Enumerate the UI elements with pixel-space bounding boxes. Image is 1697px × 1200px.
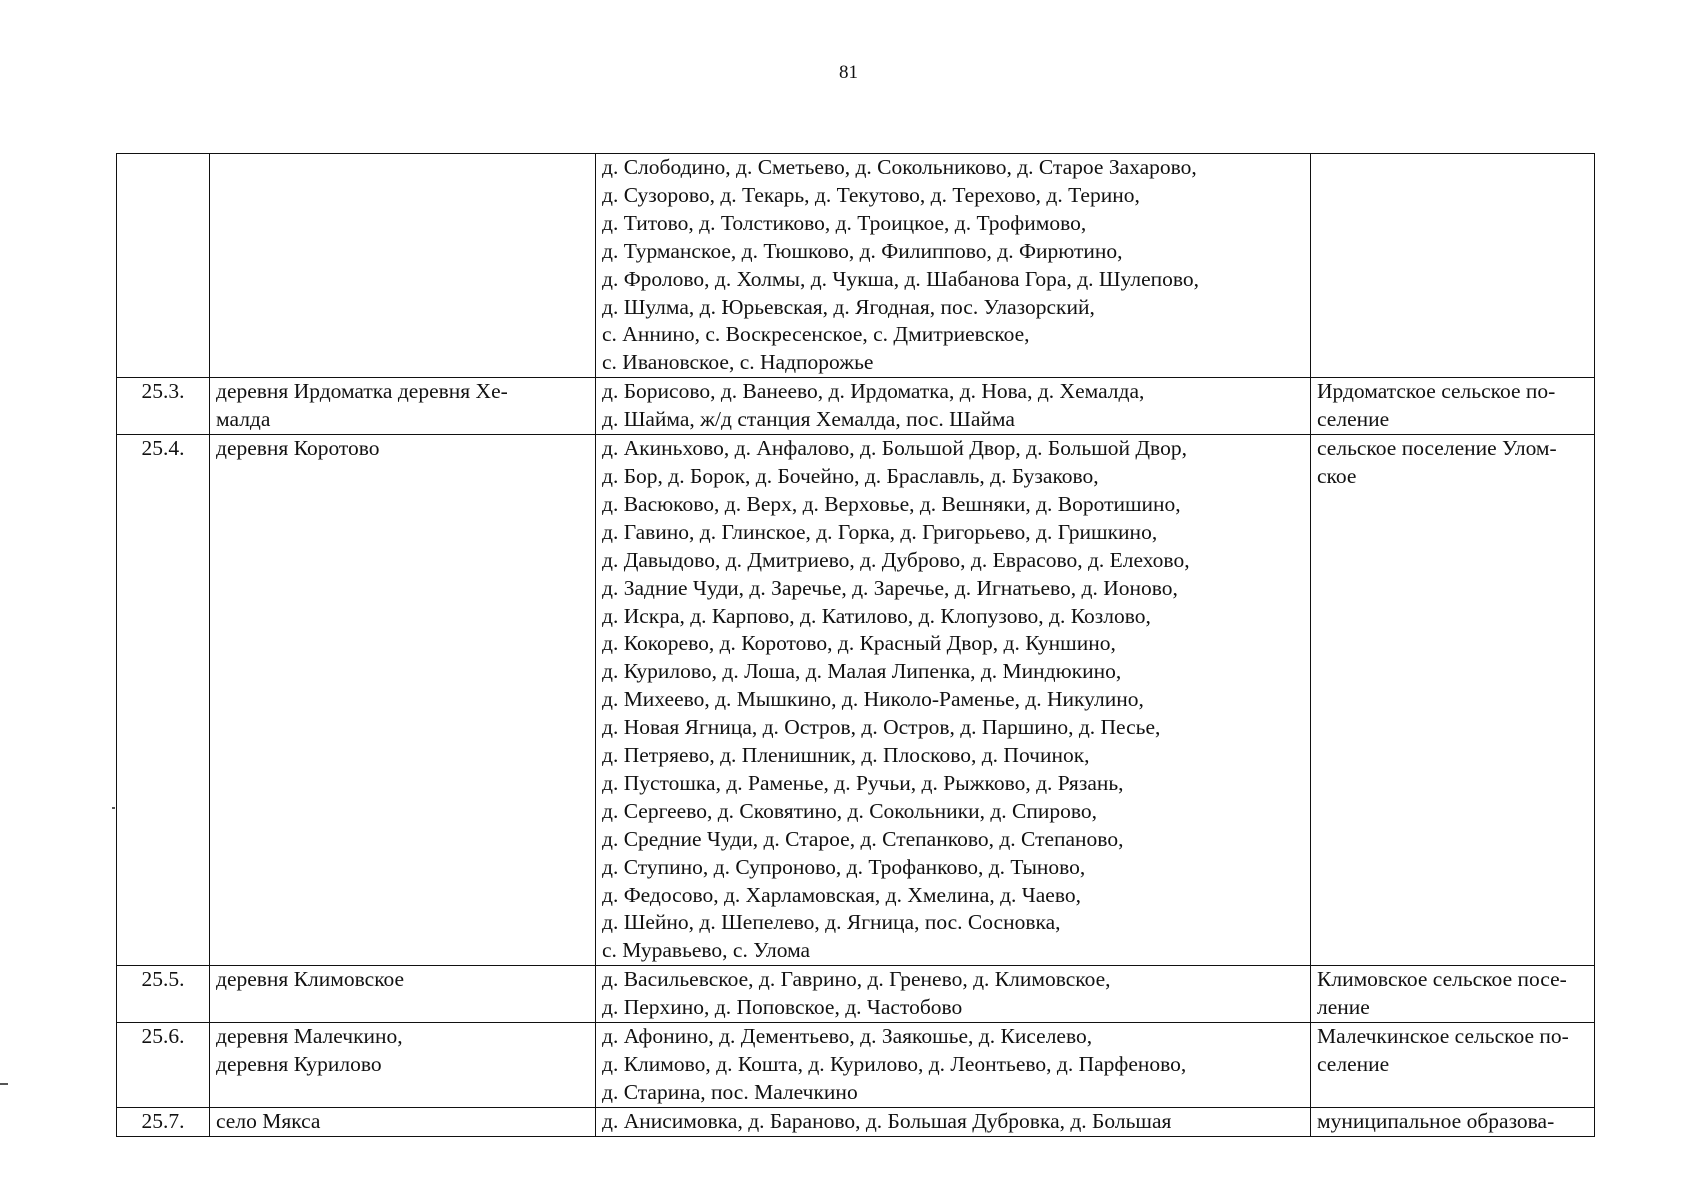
cell-settlements xyxy=(596,378,1311,435)
cell-settlements xyxy=(596,435,1311,966)
cell-settlements-line: д. Курилово, д. Лоша, д. Малая Липенка, д. Миндюкино, xyxy=(602,659,1122,684)
row-number: 25.7. xyxy=(141,1108,185,1133)
scan-mark xyxy=(112,807,115,809)
cell-settlements xyxy=(596,154,1311,378)
row-number: 25.6. xyxy=(141,1024,185,1049)
cell-municipality-line: Климовское сельское посе- xyxy=(1317,967,1567,992)
cell-settlements-line: д. Старина, пос. Малечкино xyxy=(602,1079,858,1104)
cell-settlements-line: д. Анисимовка, д. Бараново, д. Большая Дубровка, д. Большая xyxy=(602,1108,1172,1133)
table-row xyxy=(117,378,1595,435)
settlements-table xyxy=(116,153,1595,1137)
row-number: 25.5. xyxy=(141,967,185,992)
cell-municipality-line: сельское поселение Улом- xyxy=(1317,436,1557,461)
cell-settlements xyxy=(596,1023,1311,1108)
cell-settlements-line: д. Ступино, д. Супроново, д. Трофанково, д. Тыново, xyxy=(602,854,1086,879)
table-row xyxy=(117,154,1595,378)
table-row xyxy=(117,966,1595,1023)
cell-admin-center-line: деревня Коротово xyxy=(216,436,380,461)
cell-settlements-line: д. Фролово, д. Холмы, д. Чукша, д. Шабанова Гора, д. Шулепово, xyxy=(602,266,1200,291)
cell-settlements-line: д. Васюково, д. Верх, д. Верховье, д. Вешняки, д. Воротишино, xyxy=(602,491,1181,516)
cell-settlements-line: д. Средние Чуди, д. Старое, д. Степанково, д. Степаново, xyxy=(602,826,1124,851)
cell-settlements-line: д. Федосово, д. Харламовская, д. Хмелина, д. Чаево, xyxy=(602,882,1081,907)
cell-settlements-line: д. Слободино, д. Сметьево, д. Сокольниково, д. Старое Захарово, xyxy=(602,155,1197,179)
cell-admin-center xyxy=(210,154,596,378)
cell-municipality-line: Ирдоматское сельское по- xyxy=(1317,379,1556,404)
cell-settlements-line: д. Турманское, д. Тюшково, д. Филиппово, д. Фирютино, xyxy=(602,238,1123,263)
row-number: 25.4. xyxy=(141,436,185,461)
cell-settlements-line: д. Искра, д. Карпово, д. Катилово, д. Клопузово, д. Козлово, xyxy=(602,603,1151,628)
cell-admin-center-line: село Мякса xyxy=(216,1108,321,1133)
cell-settlements-line: д. Пустошка, д. Раменье, д. Ручьи, д. Рыжково, д. Рязань, xyxy=(602,770,1124,795)
cell-settlements-line: д. Акиньхово, д. Анфалово, д. Большой Двор, д. Большой Двор, xyxy=(602,436,1187,461)
cell-settlements-line: д. Михеево, д. Мышкино, д. Николо-Раменье, д. Никулино, xyxy=(602,687,1144,712)
page-number: 81 xyxy=(839,62,858,83)
cell-municipality xyxy=(1311,1023,1595,1108)
cell-settlements-line: д. Петряево, д. Пленишник, д. Плосково, д. Починок, xyxy=(602,743,1090,768)
cell-settlements-line: д. Бор, д. Борок, д. Бочейно, д. Браславль, д. Бузаково, xyxy=(602,463,1099,488)
scan-mark xyxy=(0,1083,8,1085)
cell-municipality xyxy=(1311,1107,1595,1136)
cell-municipality xyxy=(1311,154,1595,378)
cell-number xyxy=(117,154,210,378)
cell-settlements-line: д. Васильевское, д. Гаврино, д. Гренево, д. Климовское, xyxy=(602,967,1111,992)
cell-admin-center-line: деревня Климовское xyxy=(216,967,405,992)
cell-municipality xyxy=(1311,966,1595,1023)
cell-admin-center xyxy=(210,966,596,1023)
cell-settlements xyxy=(596,966,1311,1023)
cell-admin-center xyxy=(210,1023,596,1108)
cell-settlements-line: д. Сузорово, д. Текарь, д. Текутово, д. Терехово, д. Терино, xyxy=(602,182,1140,207)
cell-settlements-line: д. Титово, д. Толстиково, д. Троицкое, д. Трофимово, xyxy=(602,210,1087,235)
cell-settlements-line: д. Сергеево, д. Сковятино, д. Сокольники, д. Спирово, xyxy=(602,798,1098,823)
cell-settlements-line: д. Давыдово, д. Дмитриево, д. Дуброво, д. Еврасово, д. Елехово, xyxy=(602,547,1190,572)
cell-settlements-line: д. Перхино, д. Поповское, д. Частобово xyxy=(602,995,963,1020)
cell-settlements-line: д. Задние Чуди, д. Заречье, д. Заречье, д. Игнатьево, д. Ионово, xyxy=(602,575,1178,600)
cell-settlements-line: д. Борисово, д. Ванеево, д. Ирдоматка, д. Нова, д. Хемалда, xyxy=(602,379,1145,404)
cell-settlements-line: с. Ивановское, с. Надпорожье xyxy=(602,350,874,375)
cell-admin-center-line: деревня Ирдоматка деревня Хе- xyxy=(216,379,508,404)
cell-number xyxy=(117,435,210,966)
table-row xyxy=(117,1107,1595,1136)
cell-settlements-line: с. Аннино, с. Воскресенское, с. Дмитриевское, xyxy=(602,322,1030,347)
cell-settlements-line: с. Муравьево, с. Улома xyxy=(602,938,811,963)
cell-admin-center-line: малда xyxy=(216,407,271,432)
cell-settlements-line: д. Шайма, ж/д станция Хемалда, пос. Шайма xyxy=(602,407,1015,432)
cell-number xyxy=(117,1107,210,1136)
cell-admin-center xyxy=(210,435,596,966)
cell-municipality-line: селение xyxy=(1317,1052,1390,1076)
cell-settlements-line: д. Кокорево, д. Коротово, д. Красный Двор, д. Куншино, xyxy=(602,631,1116,656)
cell-settlements-line: д. Гавино, д. Глинское, д. Горка, д. Григорьево, д. Гришкино, xyxy=(602,519,1158,544)
cell-settlements-line: д. Климово, д. Кошта, д. Курилово, д. Леонтьево, д. Парфеново, xyxy=(602,1052,1187,1076)
cell-settlements xyxy=(596,1107,1311,1136)
cell-municipality-line: селение xyxy=(1317,407,1390,432)
table-row xyxy=(117,435,1595,966)
cell-settlements-line: д. Шейно, д. Шепелево, д. Ягница, пос. Сосновка, xyxy=(602,910,1061,935)
cell-admin-center-line: деревня Курилово xyxy=(216,1052,382,1076)
cell-admin-center xyxy=(210,1107,596,1136)
cell-settlements-line: д. Шулма, д. Юрьевская, д. Ягодная, пос. Улазорский, xyxy=(602,294,1095,319)
cell-settlements-line: д. Афонино, д. Дементьево, д. Заякошье, д. Киселево, xyxy=(602,1024,1093,1049)
cell-settlements-line: д. Новая Ягница, д. Остров, д. Остров, д. Паршино, д. Песье, xyxy=(602,715,1161,740)
cell-municipality-line: ление xyxy=(1317,995,1370,1020)
cell-number xyxy=(117,966,210,1023)
cell-municipality-line: ское xyxy=(1317,463,1357,488)
cell-municipality-line: муниципальное образова- xyxy=(1317,1108,1555,1133)
cell-municipality xyxy=(1311,435,1595,966)
cell-municipality-line: Малечкинское сельское по- xyxy=(1317,1024,1569,1049)
cell-municipality xyxy=(1311,378,1595,435)
cell-admin-center xyxy=(210,378,596,435)
cell-number xyxy=(117,378,210,435)
row-number: 25.3. xyxy=(141,379,185,404)
cell-admin-center-line: деревня Малечкино, xyxy=(216,1024,403,1049)
settlements-table-body xyxy=(117,154,1595,1137)
cell-number xyxy=(117,1023,210,1108)
table-row xyxy=(117,1023,1595,1108)
